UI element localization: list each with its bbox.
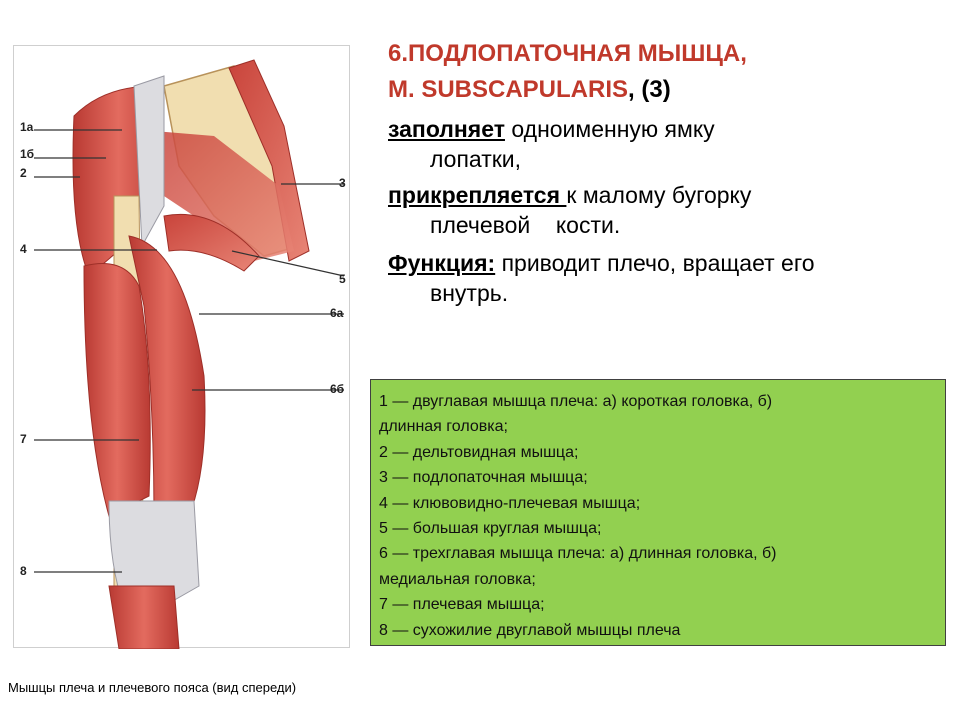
paragraph-fills-text: одноименную ямку bbox=[504, 116, 715, 142]
figure-label-3: 3 bbox=[339, 176, 346, 190]
legend-line: 7 — плечевая мышца; bbox=[379, 596, 545, 614]
figure-caption: Мышцы плеча и плечевого пояса (вид спереди) bbox=[8, 680, 297, 695]
figure-label-7: 7 bbox=[20, 432, 27, 446]
slide-title bbox=[388, 36, 747, 108]
paragraph-function bbox=[388, 248, 815, 308]
paragraph-fills-lead: заполняет bbox=[388, 116, 505, 142]
figure-label-5: 5 bbox=[339, 272, 346, 286]
figure-label-8: 8 bbox=[20, 564, 27, 578]
figure-label-6b: 6б bbox=[330, 382, 345, 396]
title-line-2-suffix: , (3) bbox=[628, 76, 671, 103]
paragraph-attaches-cont: плечевой кости. bbox=[430, 212, 621, 238]
legend-line: длинная головка; bbox=[379, 418, 508, 436]
arm-muscles-illustration bbox=[14, 46, 351, 649]
figure-label-6a: 6а bbox=[330, 306, 344, 320]
figure-label-1a: 1а bbox=[20, 120, 34, 134]
figure-label-2: 2 bbox=[20, 166, 27, 180]
legend-line: 2 — дельтовидная мышца; bbox=[379, 443, 579, 461]
legend-line: 1 — двуглавая мышца плеча: а) короткая головка, б) bbox=[379, 393, 773, 410]
paragraph-fills-cont: лопатки, bbox=[430, 146, 522, 172]
figure-label-4: 4 bbox=[20, 242, 27, 256]
paragraph-attaches bbox=[388, 180, 751, 240]
title-line-1: 6.ПОДЛОПАТОЧНАЯ МЫШЦА, bbox=[388, 40, 747, 67]
legend-line: медиальная головка; bbox=[379, 570, 536, 588]
legend-box bbox=[370, 379, 946, 646]
anatomy-figure bbox=[13, 45, 350, 648]
paragraph-attaches-lead: прикрепляется bbox=[388, 182, 567, 208]
legend-line: 3 — подлопаточная мышца; bbox=[379, 469, 588, 487]
latin-name: M. SUBSCAPULARIS bbox=[388, 76, 629, 103]
legend-line: 4 — клювовидно-плечевая мышца; bbox=[379, 494, 641, 512]
paragraph-fills bbox=[388, 114, 715, 174]
paragraph-function-lead: Функция: bbox=[388, 250, 496, 276]
title-line-2 bbox=[388, 72, 747, 108]
paragraph-attaches-text: к малому бугорку bbox=[566, 182, 752, 208]
legend-line: 6 — трехглавая мышца плеча: а) длинная головка, б) bbox=[379, 545, 777, 563]
paragraph-function-cont: внутрь. bbox=[430, 280, 509, 306]
figure-label-1b: 1б bbox=[20, 147, 35, 161]
paragraph-function-text: приводит плечо, вращает его bbox=[495, 250, 815, 276]
legend-line: 8 — сухожилие двуглавой мышцы плеча bbox=[379, 621, 681, 639]
legend-line: 5 — большая круглая мышца; bbox=[379, 520, 602, 538]
